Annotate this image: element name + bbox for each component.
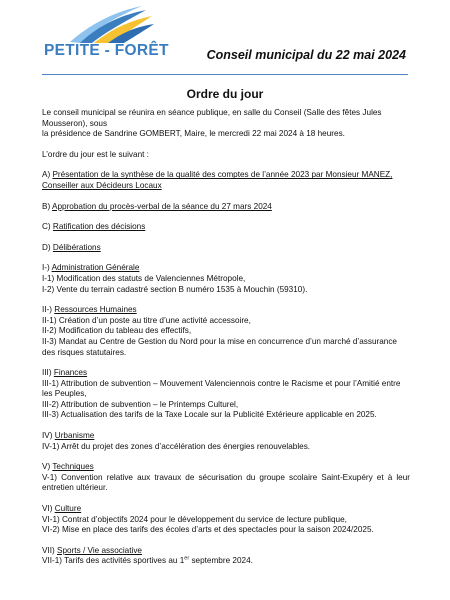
section-a <box>42 170 410 191</box>
header-title: Conseil municipal du 22 mai 2024 <box>206 48 406 62</box>
section-a-prefix: A) <box>42 170 53 180</box>
deliberation-group-iii <box>42 368 410 421</box>
group-vi-heading <box>42 504 410 515</box>
group-i-prefix: I-) <box>42 263 52 273</box>
group-ii-prefix: II-) <box>42 305 55 315</box>
list-item: II-1) Création d’un poste au titre d’une activité accessoire, <box>42 315 251 325</box>
section-b <box>42 202 410 213</box>
group-v-title: Techniques <box>52 462 94 472</box>
group-iii-title: Finances <box>53 368 88 378</box>
header-divider <box>42 74 408 75</box>
group-vi-title: Culture <box>54 504 82 514</box>
deliberation-group-iv <box>42 431 410 452</box>
group-iv-prefix: IV) <box>42 431 55 441</box>
list-item: I-1) Modification des statuts de Valenciennes Métropole, <box>42 273 246 283</box>
group-v-prefix: V) <box>42 462 53 472</box>
section-c-text: Ratification des décisions <box>52 222 146 232</box>
group-vi-prefix: VI) <box>42 504 55 514</box>
list-item: VI-1) Contrat d’objectifs 2024 pour le développement du service de lecture publique, <box>42 514 347 524</box>
deliberation-group-ii <box>42 305 410 358</box>
deliberation-group-i <box>42 263 410 295</box>
section-c <box>42 222 410 233</box>
list-item: V-1) Convention relative aux travaux de sécurisation du groupe scolaire Saint-Exupéry et à leur entretien ultérieur. <box>42 472 410 493</box>
vii-1-superscript: er <box>184 555 190 562</box>
list-item: VI-2) Mise en place des tarifs des écoles d’arts et des spectacles pour la saison 2024/2025. <box>42 525 374 535</box>
deliberation-group-vi <box>42 504 410 536</box>
vii-1-text: VII-1) Tarifs des activités sportives au 1 <box>42 556 185 566</box>
section-d <box>42 243 410 254</box>
list-item: I-2) Vente du terrain cadastré section B numéro 1535 à Mouchin (59310). <box>42 284 308 294</box>
order-intro: L’ordre du jour est le suivant : <box>42 149 149 159</box>
section-d-text: Délibérations <box>52 242 101 252</box>
list-item: III-2) Attribution de subvention – le Printemps Culturel, <box>42 399 239 409</box>
list-item: II-2) Modification du tableau des effectifs, <box>42 326 192 336</box>
list-item <box>42 556 410 567</box>
group-vii-heading <box>42 546 410 557</box>
group-i-heading <box>42 263 410 274</box>
vii-1-text-end: septembre 2024. <box>189 556 253 566</box>
logo-swoosh-icon <box>50 4 160 44</box>
group-ii-heading <box>42 305 410 316</box>
list-item: II-3) Mandat au Centre de Gestion du Nord pour la mise en concurrence d’un marché d’assurance des risques statutaires. <box>42 336 397 357</box>
group-iv-title: Urbanisme <box>54 431 95 441</box>
intro-line-2: la présidence de Sandrine GOMBERT, Maire, le mercredi 22 mai 2024 à 18 heures. <box>42 129 345 139</box>
list-item: III-3) Actualisation des tarifs de la Taxe Locale sur la Publicité Extérieure applicable en 2025. <box>42 410 377 420</box>
section-d-prefix: D) <box>42 242 53 252</box>
group-iv-heading <box>42 431 410 442</box>
group-i-title: Administration Générale <box>51 263 140 273</box>
logo-text: PETITE - FORÊT <box>44 42 169 59</box>
group-vii-title: Sports / Vie associative <box>57 545 142 555</box>
list-item: III-1) Attribution de subvention – Mouvement Valenciennois contre le Racisme et pour l’Amitié entre les Peuples, <box>42 378 401 399</box>
logo-petite-foret <box>40 4 175 66</box>
section-a-text: Présentation de la synthèse de la qualité des comptes de l’année 2023 par Monsieur MANEZ, Conseiller aux Décideurs Locaux <box>42 170 393 190</box>
section-c-prefix: C) <box>42 222 53 232</box>
group-v-heading <box>42 462 410 473</box>
agenda-content <box>42 108 410 567</box>
deliberation-group-vii <box>42 546 410 567</box>
group-iii-heading <box>42 368 410 379</box>
section-b-prefix: B) <box>42 201 53 211</box>
group-ii-title: Ressources Humaines <box>54 305 137 315</box>
group-iii-prefix: III) <box>42 368 54 378</box>
group-vii-prefix: VII) <box>42 545 58 555</box>
document-title: Ordre du jour <box>186 87 264 101</box>
section-b-text: Approbation du procès-verbal de la séance du 27 mars 2024 <box>52 201 272 211</box>
deliberation-group-v <box>42 462 410 494</box>
list-item: IV-1) Arrêt du projet des zones d’accélération des énergies renouvelables. <box>42 441 311 451</box>
intro-line-1: Le conseil municipal se réunira en séance publique, en salle du Conseil (Salle des fêtes Jules Mousseron), sous <box>42 108 382 128</box>
